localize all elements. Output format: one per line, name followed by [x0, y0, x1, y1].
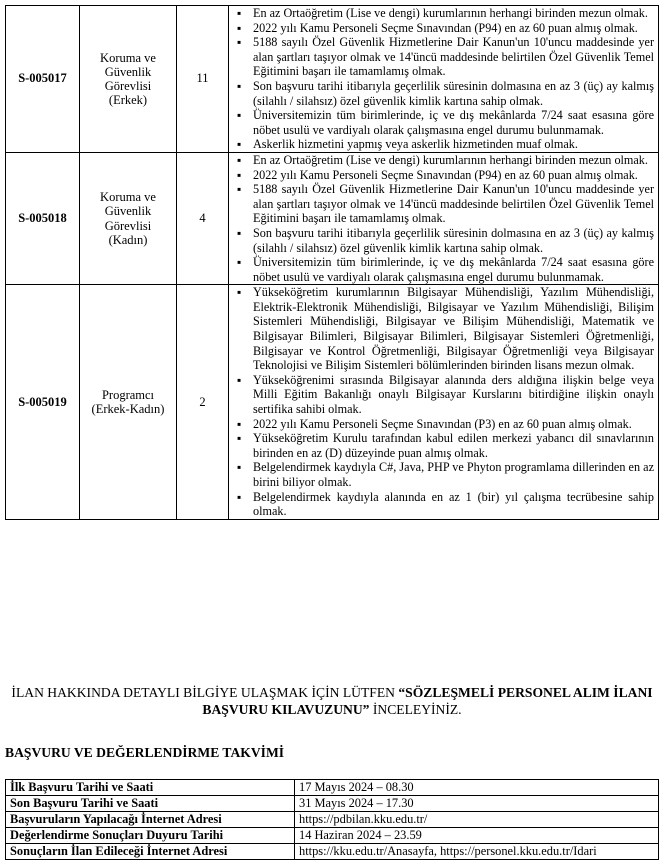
- position-requirements: [229, 152, 659, 284]
- position-title-line: (Kadın): [108, 232, 148, 247]
- schedule-value: 31 Mayıs 2024 – 17.30: [295, 796, 659, 812]
- requirements-list: [229, 153, 658, 284]
- guide-notice: [5, 684, 659, 718]
- schedule-value[interactable]: https://pdbilan.kku.edu.tr/: [295, 812, 659, 828]
- requirement-item: ▪ En az Ortaöğretim (Lise ve dengi) kurumlarının herhangi birinden mezun olmak.: [235, 153, 654, 168]
- position-title: [80, 152, 177, 284]
- position-title-line: Koruma ve: [100, 190, 156, 205]
- notice-suffix: İNCELEYİNİZ.: [369, 702, 462, 717]
- notice-guide-name: “SÖZLEŞMELİ PERSONEL ALIM İLANI BAŞVURU KILAVUZUNU”: [202, 685, 653, 717]
- position-title-line: Güvenlik: [104, 204, 152, 219]
- requirement-item: ▪ 2022 yılı Kamu Personeli Seçme Sınavından (P94) en az 60 puan almış olmak.: [235, 21, 654, 36]
- position-row: [6, 6, 659, 153]
- position-title-line: Görevlisi: [104, 218, 152, 233]
- schedule-row: [6, 780, 659, 796]
- requirement-item: ▪ Son başvuru tarihi itibarıyla geçerlilik süresinin dolmasına en az 3 (üç) ay kalmış (silahlı / silahsız) özel güvenlik kimlik kartına sahip olmak.: [235, 79, 654, 108]
- requirement-item: ▪ Son başvuru tarihi itibarıyla geçerlilik süresinin dolmasına en az 3 (üç) ay kalmış (silahlı / silahsız) özel güvenlik kimlik kartına sahip olmak.: [235, 226, 654, 255]
- requirement-item: ▪ 2022 yılı Kamu Personeli Seçme Sınavından (P3) en az 60 puan almış olmak.: [235, 417, 654, 432]
- requirements-list: [229, 285, 658, 519]
- position-count: 2: [177, 285, 229, 520]
- schedule-value[interactable]: https://kku.edu.tr/Anasayfa, https://personel.kku.edu.tr/Idari: [295, 844, 659, 860]
- schedule-label: Değerlendirme Sonuçları Duyuru Tarihi: [6, 828, 295, 844]
- notice-prefix: İLAN HAKKINDA DETAYLI BİLGİYE ULAŞMAK İÇİN LÜTFEN: [11, 685, 399, 700]
- position-title: [80, 285, 177, 520]
- requirement-item: ▪ Üniversitemizin tüm birimlerinde, iç ve dış mekânlarda 7/24 saat esasına göre nöbet usulü ve vardiyalı olarak çalışmasına engel durumu bulunmamak.: [235, 255, 654, 284]
- schedule-label: Son Başvuru Tarihi ve Saati: [6, 796, 295, 812]
- requirements-list: [229, 6, 658, 152]
- position-title-line: Koruma ve: [100, 50, 156, 65]
- requirement-item: ▪ Yükseköğrenimi sırasında Bilgisayar alanında ders aldığına ilişkin belge veya Milli Eğitim Bakanlığı onaylı Bilgisayar Kurslarını bitirdiğine ilişkin onaylı sertifika sahibi olmak.: [235, 373, 654, 417]
- position-title-line: Görevlisi: [104, 78, 152, 93]
- position-requirements: [229, 6, 659, 153]
- position-row: [6, 285, 659, 520]
- positions-table: [5, 5, 659, 520]
- position-title-line: (Erkek-Kadın): [91, 402, 165, 417]
- requirement-item: ▪ Belgelendirmek kaydıyla alanında en az 1 (bir) yıl çalışma tecrübesine sahip olmak.: [235, 490, 654, 519]
- requirement-item: ▪ Yükseköğretim kurumlarının Bilgisayar Mühendisliği, Yazılım Mühendisliği, Elektrik-Elektronik Mühendisliği, Bilgisayar ve Yazılım Mühendisliği, Bilişim Sistemleri Mühendisliği, Bilgisayar ve Bilişim Mühendisliği, Matematik ve Bilgisayar Bilimleri, Bilgisayar Bilimleri, Bilgisayar Sistemleri Öğretmenliği, Bilgisayar ve Kontrol Öğretmenliği, Bilgisayar Öğretmenliği veya Bilgisayar Teknolojisi ve Bilişim Sistemleri bölümlerinden birinden lisans mezun olmak.: [235, 285, 654, 373]
- position-title-line: Programcı: [101, 387, 155, 402]
- position-count: 11: [177, 6, 229, 153]
- position-code: S-005019: [6, 285, 80, 520]
- requirement-item: ▪ Yükseköğretim Kurulu tarafından kabul edilen merkezi yabancı dil sınavlarının birinden en az (D) düzeyinde puan almış olmak.: [235, 431, 654, 460]
- schedule-value: 17 Mayıs 2024 – 08.30: [295, 780, 659, 796]
- requirement-item: ▪ 5188 sayılı Özel Güvenlik Hizmetlerine Dair Kanun'un 10'uncu maddesinde yer alan şartları taşıyor olmak ve 14'üncü maddesinde belirtilen Özel Güvenlik Temel Eğitimini başarı ile tamamlamış olmak.: [235, 182, 654, 226]
- schedule-row: [6, 828, 659, 844]
- schedule-label: İlk Başvuru Tarihi ve Saati: [6, 780, 295, 796]
- requirement-item: ▪ Askerlik hizmetini yapmış veya askerlik hizmetinden muaf olmak.: [235, 137, 654, 152]
- position-requirements: [229, 285, 659, 520]
- schedule-row: [6, 812, 659, 828]
- position-code: S-005017: [6, 6, 80, 153]
- schedule-label: Sonuçların İlan Edileceği İnternet Adresi: [6, 844, 295, 860]
- position-title-line: (Erkek): [108, 93, 148, 108]
- schedule-row: [6, 796, 659, 812]
- position-title: [80, 6, 177, 153]
- requirement-item: ▪ Belgelendirmek kaydıyla C#, Java, PHP ve Phyton programlama dillerinden en az birini biliyor olmak.: [235, 460, 654, 489]
- schedule-label: Başvuruların Yapılacağı İnternet Adresi: [6, 812, 295, 828]
- schedule-title: BAŞVURU VE DEĞERLENDİRME TAKVİMİ: [5, 745, 285, 760]
- position-code: S-005018: [6, 152, 80, 284]
- requirement-item: ▪ 5188 sayılı Özel Güvenlik Hizmetlerine Dair Kanun'un 10'uncu maddesinde yer alan şartları taşıyor olmak ve 14'üncü maddesinde belirtilen Özel Güvenlik Temel Eğitimini başarı ile tamamlamış olmak.: [235, 35, 654, 79]
- requirement-item: ▪ En az Ortaöğretim (Lise ve dengi) kurumlarının herhangi birinden mezun olmak.: [235, 6, 654, 21]
- requirement-item: ▪ 2022 yılı Kamu Personeli Seçme Sınavından (P94) en az 60 puan almış olmak.: [235, 168, 654, 183]
- requirement-item: ▪ Üniversitemizin tüm birimlerinde, iç ve dış mekânlarda 7/24 saat esasına göre nöbet usulü ve vardiyalı olarak çalışmasına engel durumu bulunmamak.: [235, 108, 654, 137]
- schedule-table: [5, 779, 659, 860]
- position-row: [6, 152, 659, 284]
- schedule-row: [6, 844, 659, 860]
- position-count: 4: [177, 152, 229, 284]
- schedule-value: 14 Haziran 2024 – 23.59: [295, 828, 659, 844]
- position-title-line: Güvenlik: [104, 64, 152, 79]
